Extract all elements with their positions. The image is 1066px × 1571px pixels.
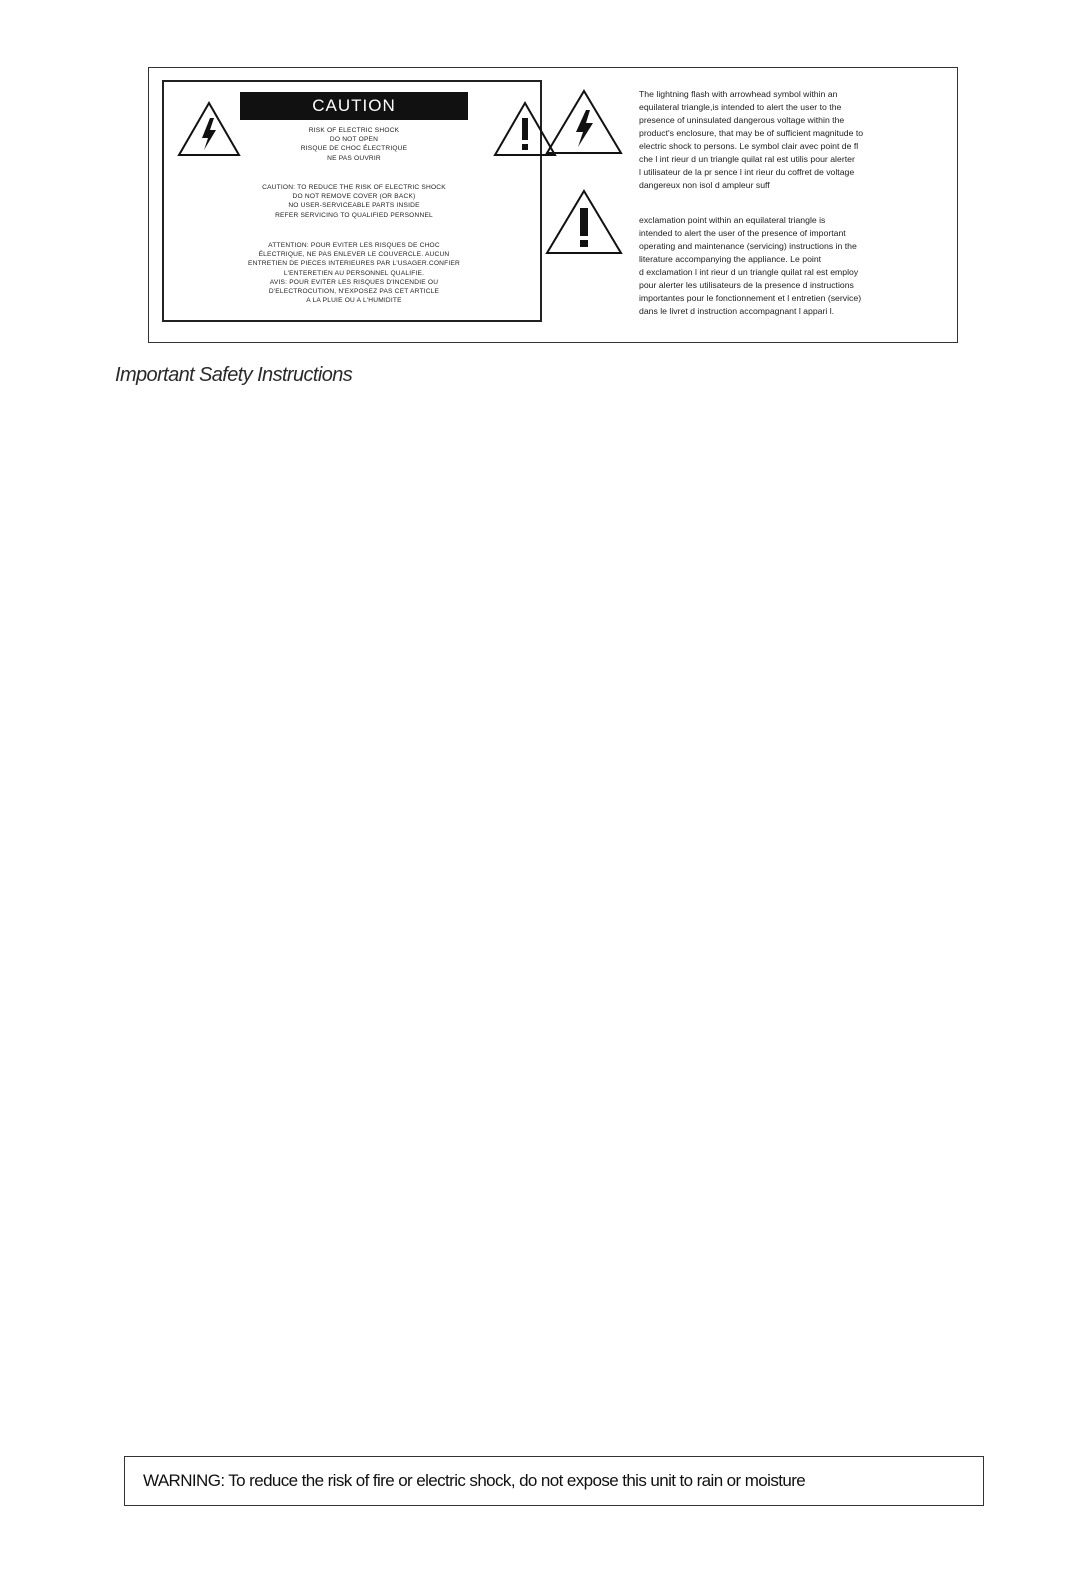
caution-line: RISQUE DE CHOC ÉLECTRIQUE [300, 145, 408, 153]
description-line: operating and maintenance (servicing) instructions in the [639, 241, 857, 251]
caution-text-group-1 [204, 126, 504, 163]
description-line: dans le livret d instruction accompagnant l appari l. [639, 306, 835, 316]
caution-line: A LA PLUIE OU A L'HUMIDITE [306, 297, 402, 305]
caution-line: ÉLECTRIQUE, NE PAS ENLEVER LE COUVERCLE. AUCUN [258, 251, 450, 259]
description-line: che l int rieur d un triangle quilat ral est utilis pour alerter [639, 154, 855, 164]
lightning-symbol-description [639, 88, 955, 192]
caution-text-group-3 [204, 241, 504, 305]
exclamation-symbol-description [639, 214, 955, 318]
description-line: presence of uninsulated dangerous voltage within the [639, 115, 845, 125]
safety-symbols-panel [148, 67, 958, 343]
description-line: intended to alert the user of the presence of important [639, 228, 846, 238]
description-line: pour alerter les utilisateurs de la presence d instructions [639, 280, 854, 290]
caution-line: REFER SERVICING TO QUALIFIED PERSONNEL [275, 211, 433, 219]
exclamation-triangle-icon [544, 188, 624, 256]
description-line: product's enclosure, that may be of sufficient magnitude to [639, 128, 864, 138]
caution-line: L'ENTERETIEN AU PERSONNEL QUALIFIE. [283, 269, 425, 277]
description-line: dangereux non isol d ampleur suff [639, 180, 770, 190]
section-title: Important Safety Instructions [115, 364, 353, 386]
caution-label [162, 80, 542, 322]
description-line: literature accompanying the appliance. Le point [639, 254, 822, 264]
lightning-triangle-icon [544, 88, 624, 156]
caution-line: ATTENTION: POUR EVITER LES RISQUES DE CHOC [268, 242, 440, 249]
caution-banner: CAUTION [240, 92, 468, 120]
caution-line: NO USER-SERVICEABLE PARTS INSIDE [288, 202, 420, 210]
caution-line: CAUTION: TO REDUCE THE RISK OF ELECTRIC SHOCK [262, 184, 446, 191]
description-line: electric shock to persons. Le symbol clair avec point de fl [639, 141, 859, 151]
description-line: The lightning flash with arrowhead symbol within an [639, 89, 838, 99]
description-line: equilateral triangle,is intended to alert the user to the [639, 102, 842, 112]
caution-line: D'ELECTROCUTION, N'EXPOSEZ PAS CET ARTICLE [268, 288, 440, 296]
caution-line: NE PAS OUVRIR [327, 154, 381, 162]
description-line: exclamation point within an equilateral triangle is [639, 215, 826, 225]
caution-line: AVIS: POUR EVITER LES RISQUES D'INCENDIE OU [269, 278, 439, 286]
description-line: l utilisateur de la pr sence l int rieur du coffret de voltage [639, 167, 855, 177]
caution-line: RISK OF ELECTRIC SHOCK [308, 127, 400, 134]
caution-line: ENTRETIEN DE PIECES INTERIEURES PAR L'USAGER.CONFIER [248, 260, 460, 268]
description-line: d exclamation l int rieur d un triangle quilat ral est employ [639, 267, 859, 277]
caution-line: DO NOT REMOVE COVER (OR BACK) [292, 193, 416, 201]
description-line: importantes pour le fonctionnement et l entretien (service) [639, 293, 862, 303]
caution-text-group-2 [204, 183, 504, 220]
caution-line: DO NOT OPEN [329, 136, 379, 144]
warning-box: WARNING: To reduce the risk of fire or electric shock, do not expose this unit to rain or moisture [124, 1456, 984, 1506]
